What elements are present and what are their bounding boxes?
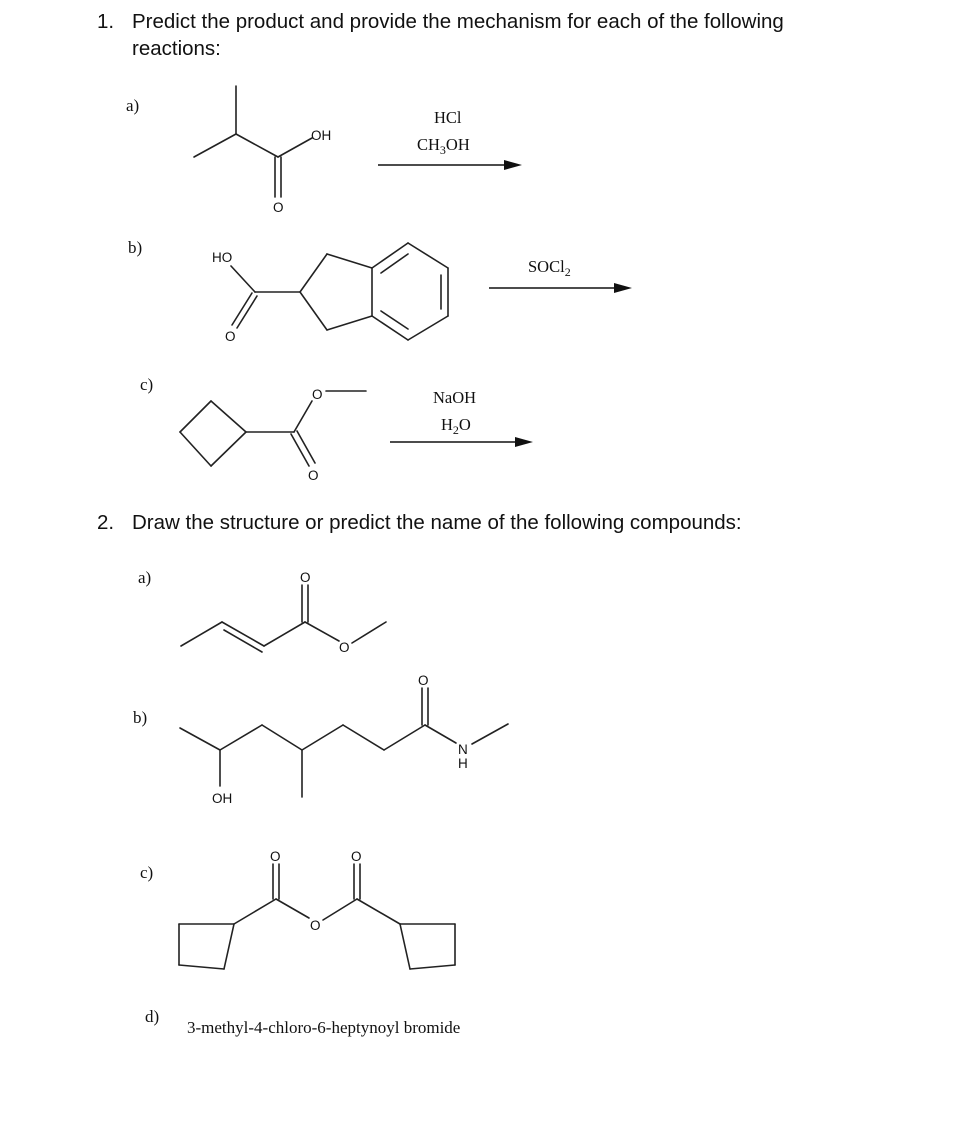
- q2a-label: a): [138, 568, 152, 587]
- q1a-reagent-2: $CH_3OH$: [417, 135, 470, 157]
- q2b-hydroxyl-atom: OH: [212, 791, 233, 806]
- q1c-carbonyl-oxygen: O: [308, 468, 319, 483]
- q1b-reaction-arrow: [489, 257, 632, 293]
- q2c-structure: [140, 849, 455, 969]
- q1b-hydroxyl-atom: HO: [212, 250, 233, 265]
- q1a-reagent-1: HCl: [434, 108, 462, 127]
- question-1-number: 1.: [97, 10, 115, 33]
- q1c-reagent-2: $H_2O$: [441, 415, 471, 437]
- q2a-ester-oxygen: O: [339, 640, 350, 655]
- q1b-label: b): [128, 238, 143, 257]
- question-1-line-1: Predict the product and provide the mechanism for each of the following: [132, 10, 784, 33]
- q2d-label: d): [145, 1007, 160, 1026]
- q2c-label: c): [140, 863, 154, 882]
- q2a-carbonyl-oxygen: O: [300, 570, 311, 585]
- q1a-label: a): [126, 96, 140, 115]
- q1c-label: c): [140, 375, 154, 394]
- q2b-carbonyl-oxygen: O: [418, 673, 429, 688]
- question-1-line-2: reactions:: [132, 37, 221, 60]
- q2a-structure: [138, 568, 386, 655]
- q1c-ester-oxygen: O: [312, 387, 323, 402]
- q2d-item: [145, 1007, 460, 1037]
- q1c-reaction-arrow: [390, 388, 533, 447]
- q2b-nitrogen-atom: N: [458, 742, 468, 757]
- q2c-left-carbonyl-oxygen: O: [270, 849, 281, 864]
- q1c-structure: [140, 375, 366, 483]
- question-2-number: 2.: [97, 511, 115, 534]
- q2c-bridge-oxygen: O: [310, 918, 321, 933]
- q1a-structure: [126, 86, 331, 215]
- q2b-structure: [133, 673, 508, 806]
- q2c-right-carbonyl-oxygen: O: [351, 849, 362, 864]
- q1b-carbonyl-oxygen: O: [225, 329, 236, 344]
- q1a-reaction-arrow: [378, 108, 522, 170]
- q2b-label: b): [133, 708, 148, 727]
- question-2-line-1: Draw the structure or predict the name of the following compounds:: [132, 511, 742, 534]
- q1b-structure: [128, 238, 448, 344]
- q1b-reagent-1: SOCl$_2$: [528, 257, 571, 279]
- q1a-hydroxyl-atom: OH: [311, 128, 332, 143]
- q2d-compound-name: 3-methyl-4-chloro-6-heptynoyl bromide: [187, 1018, 461, 1037]
- q1c-reagent-1: NaOH: [433, 388, 477, 407]
- q2b-hydrogen-atom: H: [458, 756, 468, 771]
- q1a-carbonyl-oxygen: O: [273, 200, 284, 215]
